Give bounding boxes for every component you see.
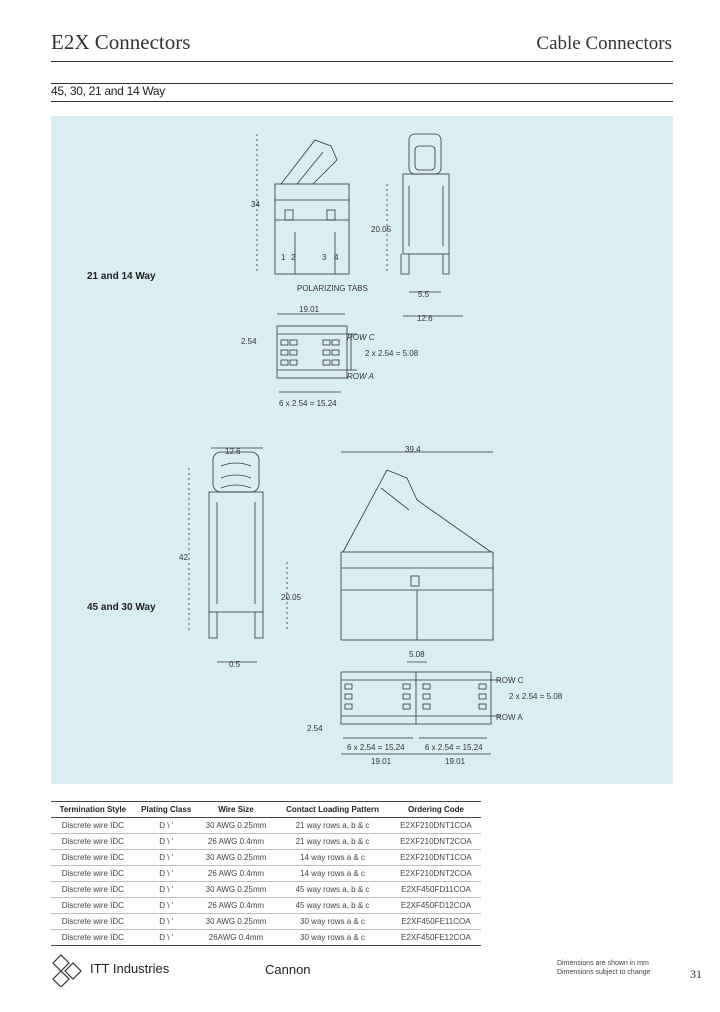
cell: 30 way rows a & c [274, 930, 391, 946]
dim-19-01-right: 19.01 [445, 757, 466, 766]
cell: Discrete wire IDC [51, 866, 135, 882]
cell: D \ ' [135, 866, 198, 882]
header-rule [51, 61, 673, 62]
dim-2-54-top: 2.54 [241, 337, 257, 346]
product-name: Cannon [265, 962, 311, 977]
table-row [51, 882, 481, 898]
cell: E2XF450FE12COA [391, 930, 481, 946]
cell: E2XF450FD12COA [391, 898, 481, 914]
contact-3: 3 [322, 253, 327, 262]
cell: 30 AWG 0.25mm [198, 818, 274, 834]
cell: 30 AWG 0.25mm [198, 914, 274, 930]
col-termination: Termination Style [51, 802, 135, 818]
col-plating: Plating Class [135, 802, 198, 818]
top-side-view [387, 134, 463, 316]
table-row [51, 930, 481, 946]
cell: D \ ' [135, 882, 198, 898]
cell: D \ ' [135, 834, 198, 850]
col-loading: Contact Loading Pattern [274, 802, 391, 818]
dim-20-05-top: 20.05 [371, 225, 392, 234]
contact-1: 1 [281, 253, 286, 262]
table-row [51, 914, 481, 930]
cell: Discrete wire IDC [51, 834, 135, 850]
contact-2: 2 [291, 253, 296, 262]
cell: 26AWG 0.4mm [198, 930, 274, 946]
dim-12-6-top: 12.6 [417, 314, 433, 323]
bottom-pin-grid [341, 662, 501, 754]
dim-12-6-bottom: 12.6 [225, 447, 241, 456]
dim-20-05-bottom: 20.05 [281, 593, 302, 602]
cell: Discrete wire IDC [51, 930, 135, 946]
footer-note-line2: Dimensions subject to change [557, 969, 651, 976]
cell: Discrete wire IDC [51, 818, 135, 834]
cell: D \ ' [135, 818, 198, 834]
cell: 21 way rows a, b & c [274, 818, 391, 834]
cell: Discrete wire IDC [51, 882, 135, 898]
technical-drawing [51, 116, 673, 784]
label-45-30-way: 45 and 30 Way [87, 602, 156, 613]
dim-39-4: 39.4 [405, 445, 421, 454]
dim-5-5: 5.5 [418, 290, 430, 299]
cell: 26 AWG 0.4mm [198, 898, 274, 914]
cell: Discrete wire IDC [51, 850, 135, 866]
table-row [51, 834, 481, 850]
cell: E2XF210DNT1COA [391, 818, 481, 834]
cell: E2XF450FD11COA [391, 882, 481, 898]
cell: Discrete wire IDC [51, 898, 135, 914]
subtitle-rule-bottom [51, 101, 673, 102]
dim-cols-left: 6 x 2.54 = 15.24 [347, 743, 405, 752]
table-row [51, 818, 481, 834]
bottom-side-view [189, 448, 287, 662]
row-a-top: ROW A [347, 372, 374, 381]
page-title: E2X Connectors [51, 30, 191, 54]
subtitle: 45, 30, 21 and 14 Way [51, 84, 166, 98]
row-a-bottom: ROW A [496, 713, 523, 722]
cell: 21 way rows a, b & c [274, 834, 391, 850]
col-wire-size: Wire Size [198, 802, 274, 818]
contact-4: 4 [334, 253, 339, 262]
footer-note-line1: Dimensions are shown in mm [557, 960, 649, 967]
cell: 45 way rows a, b & c [274, 898, 391, 914]
dim-cols-right: 6 x 2.54 = 15.24 [425, 743, 483, 752]
cell: Discrete wire IDC [51, 914, 135, 930]
dim-rows-bottom: 2 x 2.54 = 5.08 [509, 692, 563, 701]
brand-name: ITT Industries [90, 961, 170, 976]
cell: 26 AWG 0.4mm [198, 834, 274, 850]
cell: 30 AWG 0.25mm [198, 850, 274, 866]
footer-note [557, 959, 650, 977]
cell: 30 way rows a & c [274, 914, 391, 930]
top-pin-grid [277, 326, 357, 392]
label-21-14-way: 21 and 14 Way [87, 271, 156, 282]
cell: 30 AWG 0.25mm [198, 882, 274, 898]
dim-34: 34 [251, 200, 260, 209]
dim-19-01-top: 19.01 [299, 305, 320, 314]
dim-5-08: 5.08 [409, 650, 425, 659]
cell: E2XF210DNT2COA [391, 834, 481, 850]
section-title: Cable Connectors [536, 33, 672, 54]
table-row [51, 850, 481, 866]
cell: E2XF450FE11COA [391, 914, 481, 930]
itt-logo-icon [49, 953, 87, 987]
cell: 26 AWG 0.4mm [198, 866, 274, 882]
table-row [51, 866, 481, 882]
page-number: 31 [690, 967, 702, 981]
row-c-bottom: ROW C [496, 676, 524, 685]
cell: 14 way rows a & c [274, 866, 391, 882]
dim-19-01-left: 19.01 [371, 757, 392, 766]
drawing-panel [51, 116, 673, 784]
dim-rows-top: 2 x 2.54 = 5.08 [365, 349, 419, 358]
bottom-front-view [341, 452, 493, 640]
cell: E2XF210DNT2COA [391, 866, 481, 882]
table-header-row [51, 802, 481, 818]
dim-2-54-bottom: 2.54 [307, 724, 323, 733]
dim-42: 42 [179, 553, 188, 562]
ordering-table [51, 801, 481, 946]
cell: E2XF210DNT1COA [391, 850, 481, 866]
polarizing-tabs: POLARIZING TABS [297, 284, 368, 293]
cell: 14 way rows a & c [274, 850, 391, 866]
cell: D \ ' [135, 850, 198, 866]
dim-cols-top: 6 x 2.54 = 15.24 [279, 399, 337, 408]
cell: D \ ' [135, 930, 198, 946]
col-ordering-code: Ordering Code [391, 802, 481, 818]
dim-0-5: 0.5 [229, 660, 241, 669]
table-row [51, 898, 481, 914]
cell: 45 way rows a, b & c [274, 882, 391, 898]
row-c-top: ROW C [347, 333, 375, 342]
cell: D \ ' [135, 898, 198, 914]
cell: D \ ' [135, 914, 198, 930]
